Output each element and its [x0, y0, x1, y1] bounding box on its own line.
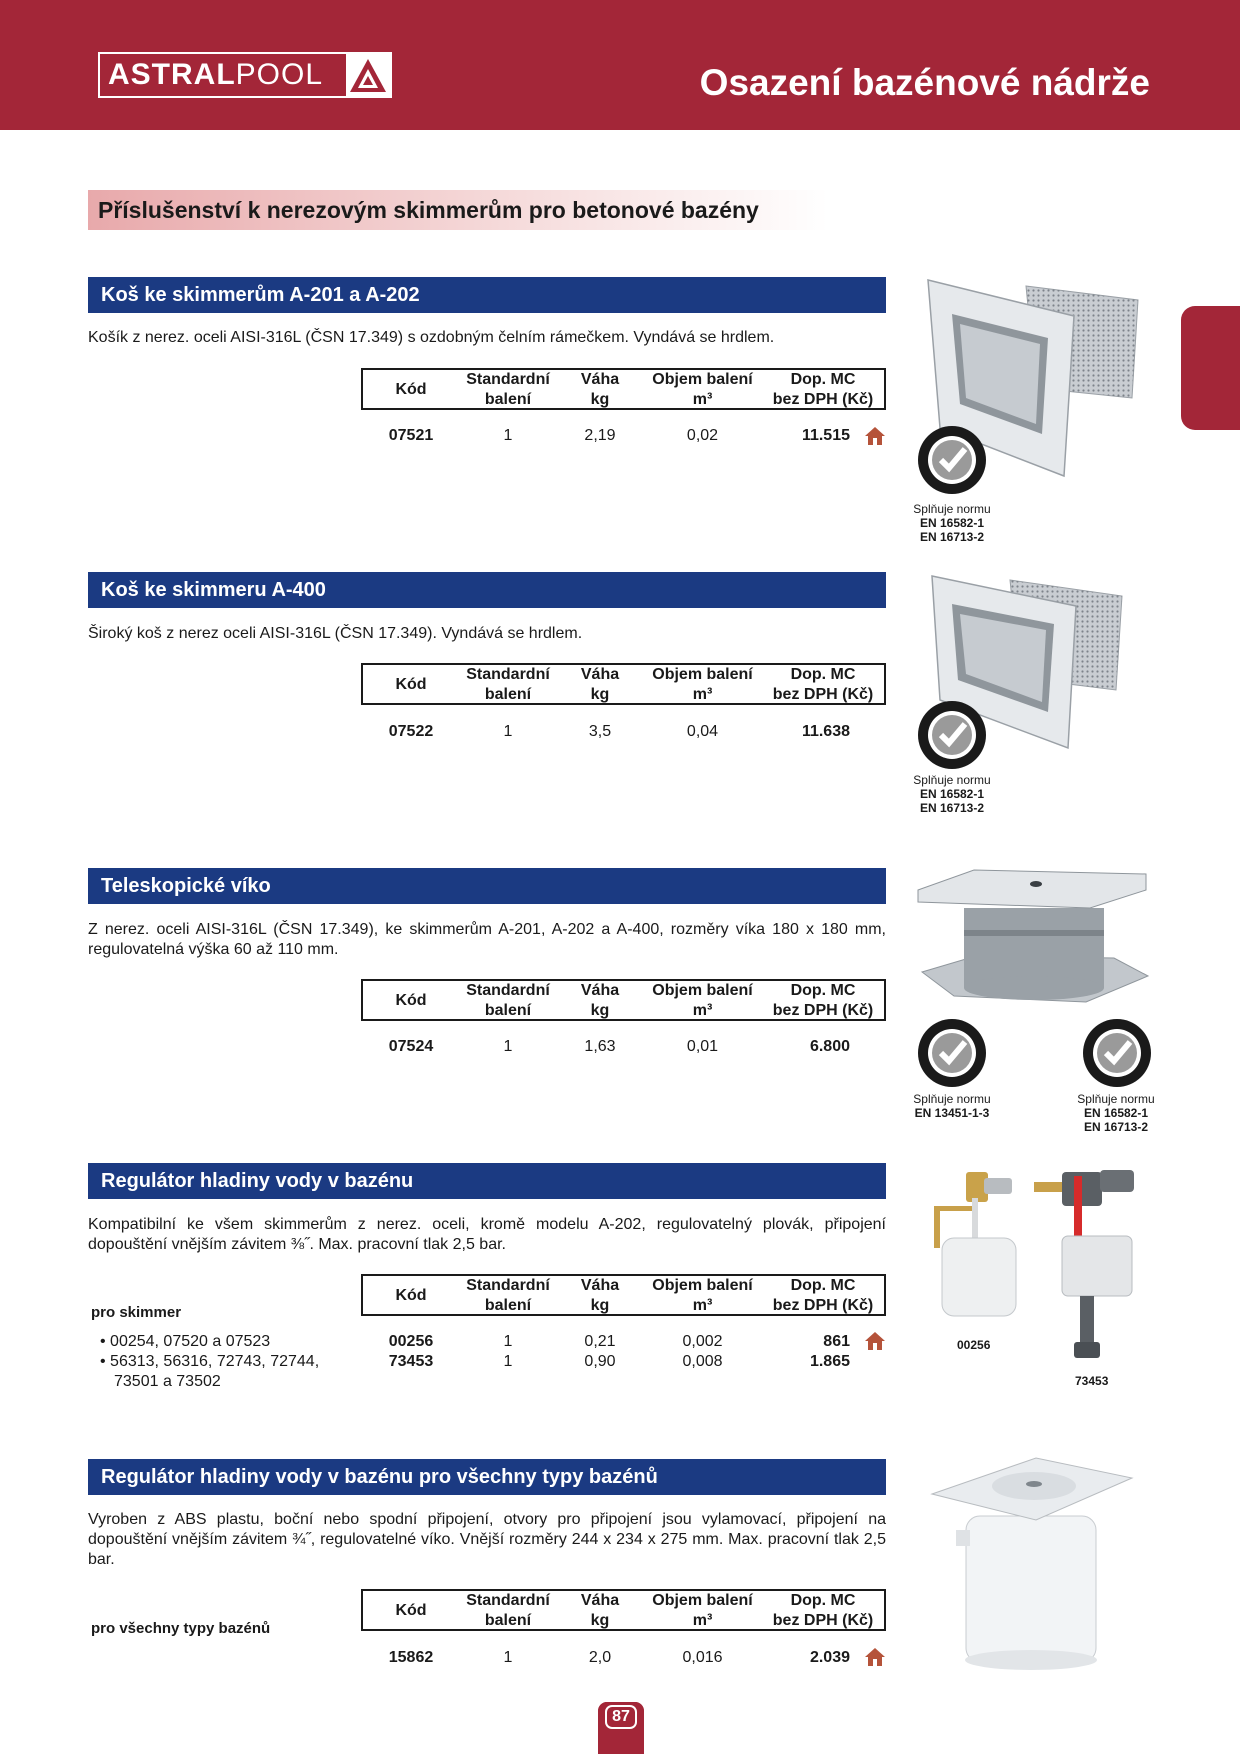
home-icon	[864, 1647, 886, 1667]
cell-cena: 861	[823, 1333, 850, 1350]
compat-bullet: • 56313, 56316, 72743, 72744,	[100, 1353, 320, 1370]
col-header-m3: m³	[692, 1297, 713, 1314]
chapter-side-tab	[1181, 306, 1240, 430]
col-header-standardni: Standardní	[466, 371, 550, 388]
col-header-kg: kg	[590, 1297, 610, 1314]
col-header-kg: kg	[590, 1002, 610, 1019]
col-header-bez-dph: bez DPH (Kč)	[772, 686, 874, 703]
col-header-standardni: Standardní	[466, 666, 550, 683]
cert-caption: Splňuje normu EN 16582-1 EN 16713-2	[913, 502, 991, 544]
logo-text: ASTRALPOOL	[108, 58, 324, 91]
col-header-kod: Kód	[395, 676, 427, 693]
col-header-vaha: Váha	[580, 1592, 620, 1609]
col-header-objem: Objem balení	[652, 1592, 753, 1609]
col-header-objem: Objem balení	[652, 371, 753, 388]
col-header-m3: m³	[692, 391, 713, 408]
col-header-m3: m³	[692, 1612, 713, 1629]
cell-standardni: 1	[503, 1038, 513, 1055]
cell-objem: 0,04	[686, 723, 719, 740]
cell-objem: 0,016	[682, 1649, 723, 1666]
col-header-dop-mc: Dop. MC	[790, 1277, 856, 1294]
col-header-bez-dph: bez DPH (Kč)	[772, 1612, 874, 1629]
col-header-standardni: Standardní	[466, 1277, 550, 1294]
cell-cena: 2.039	[809, 1649, 850, 1666]
side-label-pro-vsechny-typy: pro všechny typy bazénů	[91, 1620, 271, 1637]
col-header-bez-dph: bez DPH (Kč)	[772, 1297, 874, 1314]
col-header-vaha: Váha	[580, 982, 620, 999]
float-valve-00256-product-image	[926, 1168, 1026, 1328]
cell-kod: 15862	[388, 1649, 434, 1666]
col-header-baleni: balení	[484, 686, 532, 703]
col-header-standardni: Standardní	[466, 1592, 550, 1609]
home-icon	[864, 1331, 886, 1351]
col-header-objem: Objem balení	[652, 1277, 753, 1294]
col-header-dop-mc: Dop. MC	[790, 371, 856, 388]
telescopic-lid-product-image	[914, 868, 1150, 1014]
section-description: Kompatibilní ke všem skimmerům z nerez. oceli, kromě modelu A-202, regulovatelný plovák, připojení dopouštění vnějším závitem ⅜˝. Max. pracovní tlak 2,5 bar.	[88, 1216, 886, 1253]
cell-vaha: 1,63	[584, 1038, 616, 1055]
certification-seal-icon	[1082, 1018, 1152, 1088]
col-header-kg: kg	[590, 686, 610, 703]
compat-bullet-continued: 73501 a 73502	[114, 1373, 221, 1390]
cell-vaha: 2,0	[588, 1649, 612, 1666]
col-header-kod: Kód	[395, 1602, 427, 1619]
section-title: Koš ke skimmerům A-201 a A-202	[101, 284, 420, 306]
col-header-objem: Objem balení	[652, 982, 753, 999]
side-label-pro-skimmer: pro skimmer	[91, 1304, 182, 1321]
col-header-kg: kg	[590, 1612, 610, 1629]
col-header-standardni: Standardní	[466, 982, 550, 999]
section-description: Vyroben z ABS plastu, boční nebo spodní připojení, otvory pro připojení jsou vylamovací, připojení na dopouštění vnějším závitem ¾˝, regulovatelné víko. Vnější rozměry 244 x 234 x 275 mm. Max. pracovní tlak 2,5 bar.	[88, 1511, 886, 1568]
cell-objem: 0,002	[682, 1333, 723, 1350]
col-header-kod: Kód	[395, 1287, 427, 1304]
col-header-baleni: balení	[484, 391, 532, 408]
certification-seal-icon	[917, 425, 987, 495]
col-header-baleni: balení	[484, 1297, 532, 1314]
cell-kod: 07524	[388, 1038, 434, 1055]
float-valve-73453-product-image	[1032, 1166, 1148, 1362]
cert-caption: Splňuje normu EN 16582-1 EN 16713-2	[913, 773, 991, 815]
cell-standardni: 1	[503, 427, 513, 444]
cell-kod: 07521	[388, 427, 434, 444]
section-description: Široký koš z nerez oceli AISI-316L (ČSN 17.349). Vyndává se hrdlem.	[88, 625, 583, 642]
cell-kod: 07522	[388, 723, 434, 740]
col-header-vaha: Váha	[580, 1277, 620, 1294]
cell-standardni: 1	[503, 1333, 513, 1350]
section-title: Teleskopické víko	[101, 875, 271, 897]
cell-vaha: 3,5	[588, 723, 612, 740]
col-header-dop-mc: Dop. MC	[790, 982, 856, 999]
page-number: 87	[598, 1702, 644, 1732]
cell-objem: 0,008	[682, 1353, 723, 1370]
section-title: Koš ke skimmeru A-400	[101, 579, 326, 601]
section-description: Z nerez. oceli AISI-316L (ČSN 17.349), ke skimmerům A-201, A-202 a A-400, rozměry víka 180 x 180 mm, regulovatelná výška 60 až 110 mm.	[88, 921, 886, 958]
col-header-m3: m³	[692, 1002, 713, 1019]
astralpool-logo	[98, 52, 392, 98]
col-header-vaha: Váha	[580, 666, 620, 683]
cell-vaha: 0,21	[584, 1333, 616, 1350]
cell-kod: 00256	[388, 1333, 434, 1350]
compat-bullet: • 00254, 07520 a 07523	[100, 1333, 271, 1350]
cell-standardni: 1	[503, 1649, 513, 1666]
col-header-bez-dph: bez DPH (Kč)	[772, 1002, 874, 1019]
cert-caption: Splňuje normu EN 16582-1 EN 16713-2	[1077, 1092, 1155, 1134]
section-title: Regulátor hladiny vody v bazénu pro všechny typy bazénů	[101, 1466, 658, 1488]
col-header-kod: Kód	[395, 992, 427, 1009]
cell-standardni: 1	[503, 1353, 513, 1370]
product-code-label: 73453	[1075, 1374, 1109, 1388]
col-header-vaha: Váha	[580, 371, 620, 388]
product-code-label: 00256	[957, 1338, 991, 1352]
cell-objem: 0,02	[686, 427, 719, 444]
cell-cena: 1.865	[809, 1353, 850, 1370]
col-header-kod: Kód	[395, 381, 427, 398]
cell-vaha: 2,19	[584, 427, 616, 444]
logo-a-mark-icon	[346, 54, 390, 96]
certification-seal-icon	[917, 700, 987, 770]
col-header-baleni: balení	[484, 1002, 532, 1019]
abs-level-regulator-product-image	[926, 1456, 1136, 1672]
col-header-bez-dph: bez DPH (Kč)	[772, 391, 874, 408]
certification-seal-icon	[917, 1018, 987, 1088]
page-title: Osazení bazénové nádrže	[699, 62, 1150, 103]
col-header-kg: kg	[590, 391, 610, 408]
section-description: Košík z nerez. oceli AISI-316L (ČSN 17.349) s ozdobným čelním rámečkem. Vyndává se hrdlem.	[88, 329, 775, 346]
cell-standardni: 1	[503, 723, 513, 740]
cell-cena: 11.638	[801, 723, 850, 740]
col-header-objem: Objem balení	[652, 666, 753, 683]
cell-cena: 6.800	[809, 1038, 850, 1055]
section-title: Regulátor hladiny vody v bazénu	[101, 1170, 414, 1192]
cert-caption: Splňuje normu EN 13451-1-3	[913, 1092, 991, 1120]
col-header-dop-mc: Dop. MC	[790, 666, 856, 683]
cell-cena: 11.515	[801, 427, 850, 444]
cell-kod: 73453	[388, 1353, 434, 1370]
col-header-baleni: balení	[484, 1612, 532, 1629]
cell-vaha: 0,90	[584, 1353, 616, 1370]
category-banner-title: Příslušenství k nerezovým skimmerům pro betonové bazény	[98, 197, 759, 223]
cell-objem: 0,01	[686, 1038, 719, 1055]
home-icon	[864, 426, 886, 446]
col-header-m3: m³	[692, 686, 713, 703]
col-header-dop-mc: Dop. MC	[790, 1592, 856, 1609]
